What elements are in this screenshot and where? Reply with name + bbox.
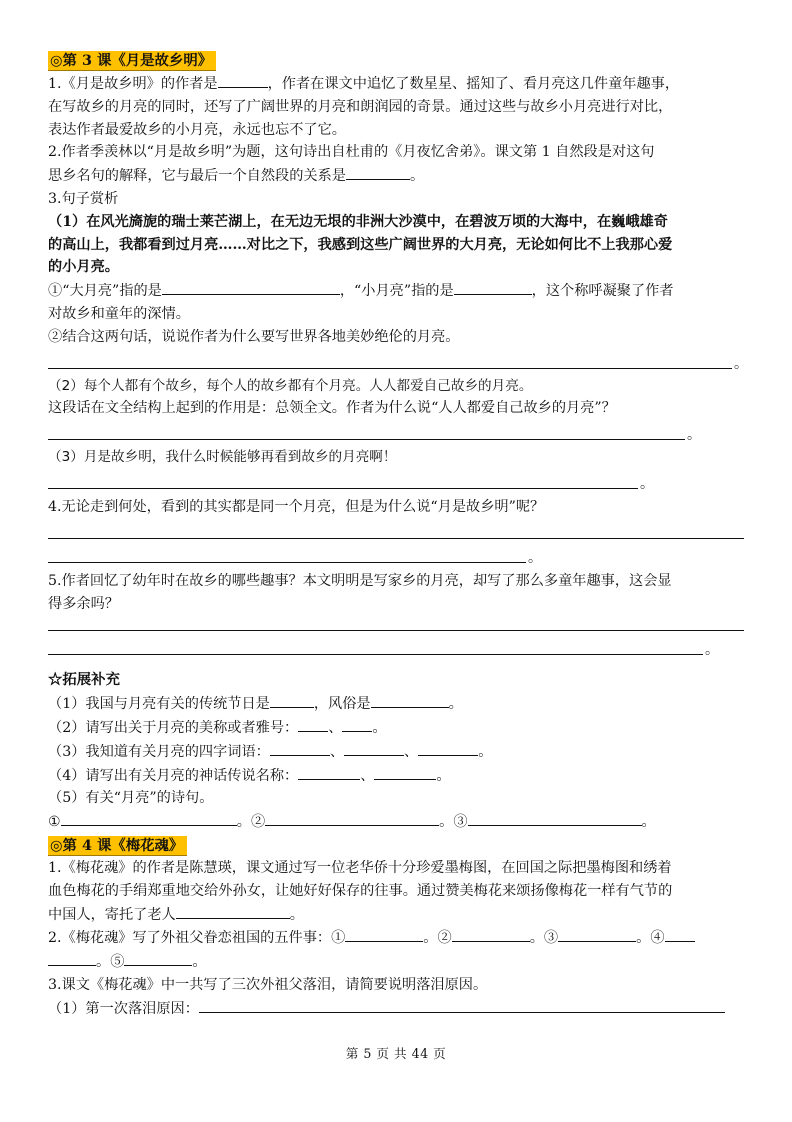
nickname-blank-2[interactable] <box>342 716 372 732</box>
sentence2-question: 这段话在文全结构上起到的作用是：总领全文。作者为什么说“人人都爱自己故乡的月亮”？ <box>48 400 616 417</box>
tears-reason-blank[interactable] <box>199 997 725 1013</box>
big-small-moon-question: ①“大月亮”指的是 ，“小月亮”指的是 ，这个称呼凝聚了作者 <box>48 279 744 303</box>
extension-item5: （5）有关“月亮”的诗句。 <box>48 790 214 807</box>
answer-line[interactable]: 。 <box>48 420 744 444</box>
extension-item2: （2）请写出关于月亮的美称或者雅号： 、 。 <box>48 716 744 740</box>
lesson3-q2-line1: 2.作者季羡林以“月是故乡明”为题，这句诗出自杜甫的《月夜忆舍弟》。课文第 1 自然段是对这句 <box>48 144 655 161</box>
lesson4-q1-line2: 血色梅花的手绢郑重地交给外孙女，让她好好保存的往事。通过赞美梅花来颂扬像梅花一样有气节的 <box>48 882 673 899</box>
event-blank-4a[interactable] <box>665 926 695 942</box>
world-moon-question: ②结合这两句话，说说作者为什么要写世界各地美妙绝伦的月亮。 <box>48 328 460 345</box>
lesson4-q3-1: （1）第一次落泪原因： <box>48 997 744 1021</box>
lesson4-q2-line2: 。⑤ 。 <box>48 950 744 974</box>
poem-blank-1[interactable] <box>61 810 237 826</box>
nickname-blank-1[interactable] <box>298 716 328 732</box>
answer-line[interactable]: 。 <box>48 635 744 659</box>
feeling-blank[interactable] <box>176 903 290 919</box>
extension-title: ☆拓展补充 <box>48 671 120 689</box>
event-blank-5[interactable] <box>124 950 192 966</box>
idiom-blank-2[interactable] <box>344 740 404 756</box>
extension-item4: （4）请写出有关月亮的神话传说名称： 、 。 <box>48 764 744 788</box>
lesson4-title: ◎第 4 课《梅花魂》 <box>48 836 187 856</box>
lesson3-q1-line3: 表达作者最爱故乡的小月亮，永远也忘不了它。 <box>48 121 346 138</box>
lesson4-q1-line3: 中国人，寄托了老人 。 <box>48 903 744 927</box>
poem-blank-2[interactable] <box>265 810 439 826</box>
sentence2: （2）每个人都有个故乡，每个人的故乡都有个月亮。人人都爱自己故乡的月亮。 <box>48 377 533 394</box>
custom-blank[interactable] <box>371 692 449 708</box>
festival-blank[interactable] <box>270 692 314 708</box>
lesson3-q2-line2: 思乡名句的解释，它与最后一个自然段的关系是 。 <box>48 164 744 188</box>
lesson4-q3: 3.课文《梅花魂》中一共写了三次外祖父落泪，请简要说明落泪原因。 <box>48 976 488 993</box>
extension-item3: （3）我知道有关月亮的四字词语： 、 、 。 <box>48 740 744 764</box>
sentence1-line1: （1）在风光旖旎的瑞士莱芒湖上，在无边无垠的非洲大沙漠中，在碧波万顷的大海中，在巍峨雄奇 <box>48 213 668 230</box>
idiom-blank-1[interactable] <box>270 740 330 756</box>
event-blank-4b[interactable] <box>48 950 96 966</box>
lesson3-q1-line1: 1.《月是故乡明》的作者是 ，作者在课文中追忆了数星星、摇知了、看月亮这几件童年趣事， <box>48 72 744 96</box>
page-footer: 第 5 页 共 44 页 <box>345 1046 447 1061</box>
myth-blank-2[interactable] <box>374 764 436 780</box>
sentence1-line2: 的高山上，我都看到过月亮……对比之下，我感到这些广阔世界的大月亮，无论如何比不上我那心爱 <box>48 236 673 253</box>
author-blank[interactable] <box>218 72 268 88</box>
answer-line[interactable]: 。 <box>48 469 744 493</box>
event-blank-2[interactable] <box>452 926 530 942</box>
answer-line[interactable] <box>48 615 744 635</box>
lesson4-q2-line1: 2.《梅花魂》写了外祖父眷恋祖国的五件事：① 。② 。③ 。④ <box>48 926 744 950</box>
extension-item1: （1）我国与月亮有关的传统节日是 ，风俗是 。 <box>48 692 744 716</box>
event-blank-3[interactable] <box>558 926 636 942</box>
poem-blanks: ① 。② 。③ 。 <box>48 810 744 834</box>
sentence3: （3）月是故乡明，我什么时候能够再看到故乡的月亮啊！ <box>48 449 397 466</box>
poem-blank-3[interactable] <box>468 810 642 826</box>
answer-line[interactable]: 。 <box>48 543 744 567</box>
myth-blank-1[interactable] <box>298 764 360 780</box>
event-blank-1[interactable] <box>345 926 423 942</box>
lesson3-q5-line1: 5.作者回忆了幼年时在故乡的哪些趣事？本文明明是写家乡的月亮，却写了那么多童年趣事，这会显 <box>48 572 672 589</box>
lesson3-q1-line2: 在写故乡的月亮的同时，还写了广阔世界的月亮和朗润园的奇景。通过这些与故乡小月亮进行对比， <box>48 98 673 115</box>
big-small-moon-question-line2: 对故乡和童年的深情。 <box>48 305 190 322</box>
answer-line[interactable]: 。 <box>48 349 744 373</box>
worksheet-page <box>48 50 748 1021</box>
lesson3-q3-heading: 3.句子赏析 <box>48 190 119 207</box>
answer-line[interactable] <box>48 519 744 543</box>
lesson3-q4: 4.无论走到何处，看到的其实都是同一个月亮，但是为什么说“月是故乡明”呢？ <box>48 498 545 515</box>
lesson3-q5-line2: 得多余吗？ <box>48 595 119 612</box>
sentence1-line3: 的小月亮。 <box>48 259 119 276</box>
lesson4-q1-line1: 1.《梅花魂》的作者是陈慧瑛，课文通过写一位老华侨十分珍爱墨梅图，在回国之际把墨梅图和绣着 <box>48 859 672 876</box>
big-moon-blank[interactable] <box>162 279 340 295</box>
relation-blank[interactable] <box>346 164 410 180</box>
lesson3-title: ◎第 3 课《月是故乡明》 <box>48 51 216 71</box>
small-moon-blank[interactable] <box>454 279 532 295</box>
idiom-blank-3[interactable] <box>418 740 478 756</box>
